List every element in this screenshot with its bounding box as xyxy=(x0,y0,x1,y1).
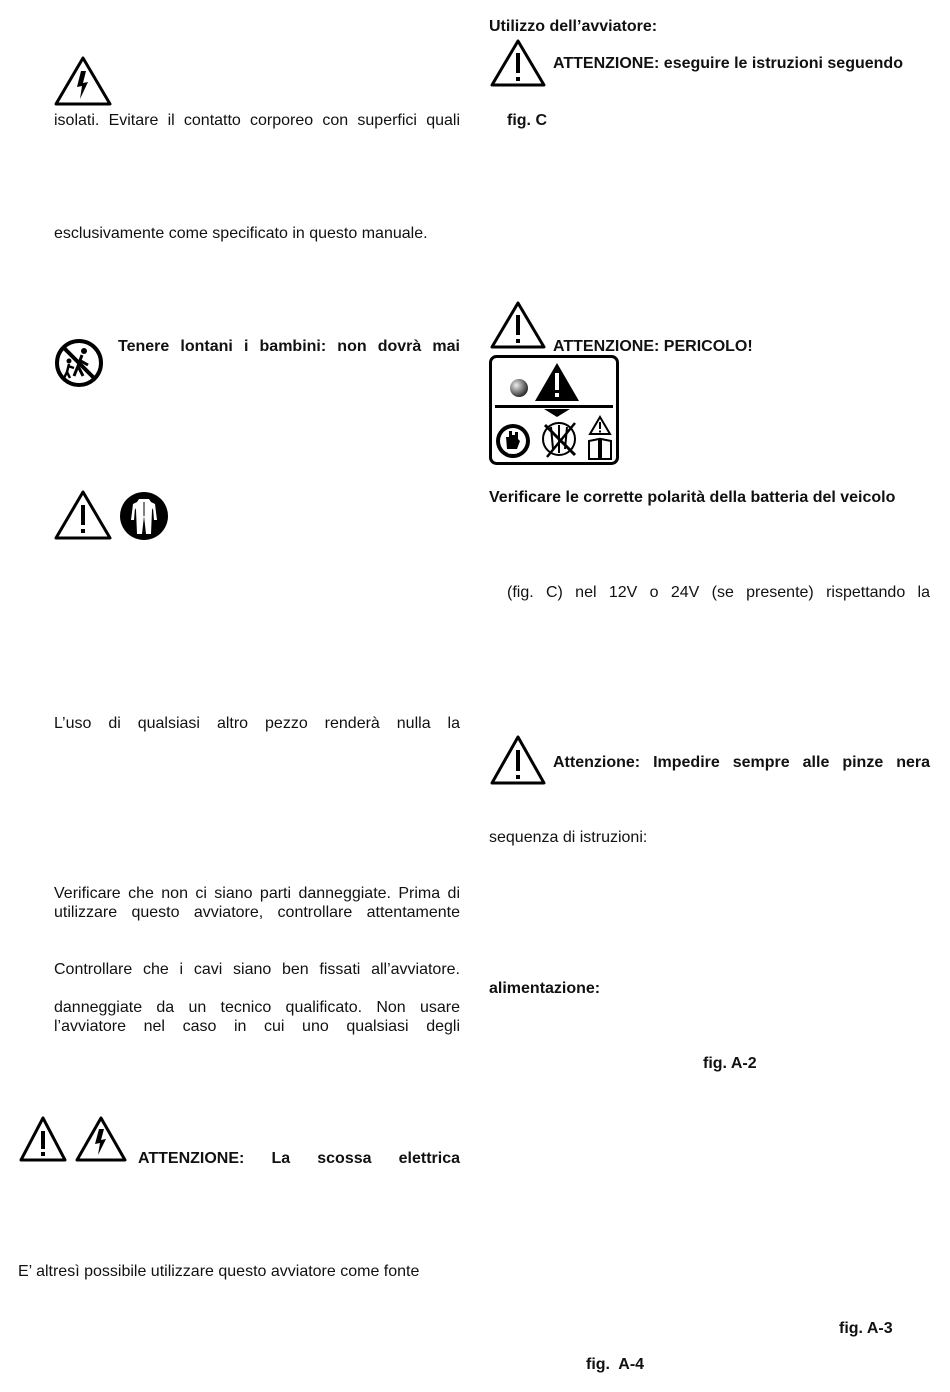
fig-a2-label: fig. A-2 xyxy=(703,1055,757,1072)
left-para-5b: utilizzare questo avviatore, controllare attentamente xyxy=(54,904,460,921)
right-para-2: (fig. C) nel 12V o 24V (se presente) rispettando la xyxy=(507,584,930,601)
hazard-label-panel xyxy=(489,355,619,465)
fig-c-label: fig. C xyxy=(507,112,547,129)
electric-hazard-icon-2 xyxy=(74,1115,128,1163)
right-para-3: sequenza di istruzioni: xyxy=(489,829,648,846)
warning-icon xyxy=(53,489,113,541)
warning-text-3: Attenzione: Impedire sempre alle pinze nera xyxy=(553,754,930,771)
left-para-1: isolati. Evitare il contatto corporeo con superfici quali xyxy=(54,112,460,129)
protective-clothing-icon xyxy=(118,490,170,542)
warning-icon-5 xyxy=(489,734,547,786)
warning-icon-3 xyxy=(489,38,547,88)
right-para-1: Verificare le corrette polarità della batteria del veicolo xyxy=(489,489,896,506)
left-para-8: ATTENZIONE: La scossa elettrica xyxy=(138,1150,460,1167)
no-children-icon xyxy=(54,338,104,388)
warning-text-2: ATTENZIONE: PERICOLO! xyxy=(553,338,753,355)
section-heading: Utilizzo dell’avviatore: xyxy=(489,18,658,35)
svg-text:STOP: STOP xyxy=(507,450,519,455)
left-para-2: esclusivamente come specificato in questo manuale. xyxy=(54,225,428,242)
left-para-9: E’ altresì possibile utilizzare questo avviatore come fonte xyxy=(18,1263,420,1280)
left-para-7a: danneggiate da un tecnico qualificato. Non usare xyxy=(54,999,460,1016)
warning-text-1: ATTENZIONE: eseguire le istruzioni seguendo xyxy=(553,55,903,72)
left-para-4: L’uso di qualsiasi altro pezzo renderà nulla la xyxy=(54,715,460,732)
electric-hazard-icon xyxy=(53,55,113,107)
left-para-7b: l’avviatore nel caso in cui uno qualsiasi degli xyxy=(54,1018,460,1035)
left-para-5a: Verificare che non ci siano parti danneggiate. Prima di xyxy=(54,885,460,902)
right-para-4: alimentazione: xyxy=(489,980,601,997)
left-para-3: Tenere lontani i bambini: non dovrà mai xyxy=(118,338,460,355)
warning-icon-2 xyxy=(18,1115,68,1163)
warning-icon-4 xyxy=(489,300,547,350)
fig-a3-label: fig. A-3 xyxy=(839,1320,893,1337)
left-para-6: Controllare che i cavi siano ben fissati all’avviatore. xyxy=(54,961,460,978)
fig-a4-label: fig. A-4 xyxy=(586,1356,645,1373)
